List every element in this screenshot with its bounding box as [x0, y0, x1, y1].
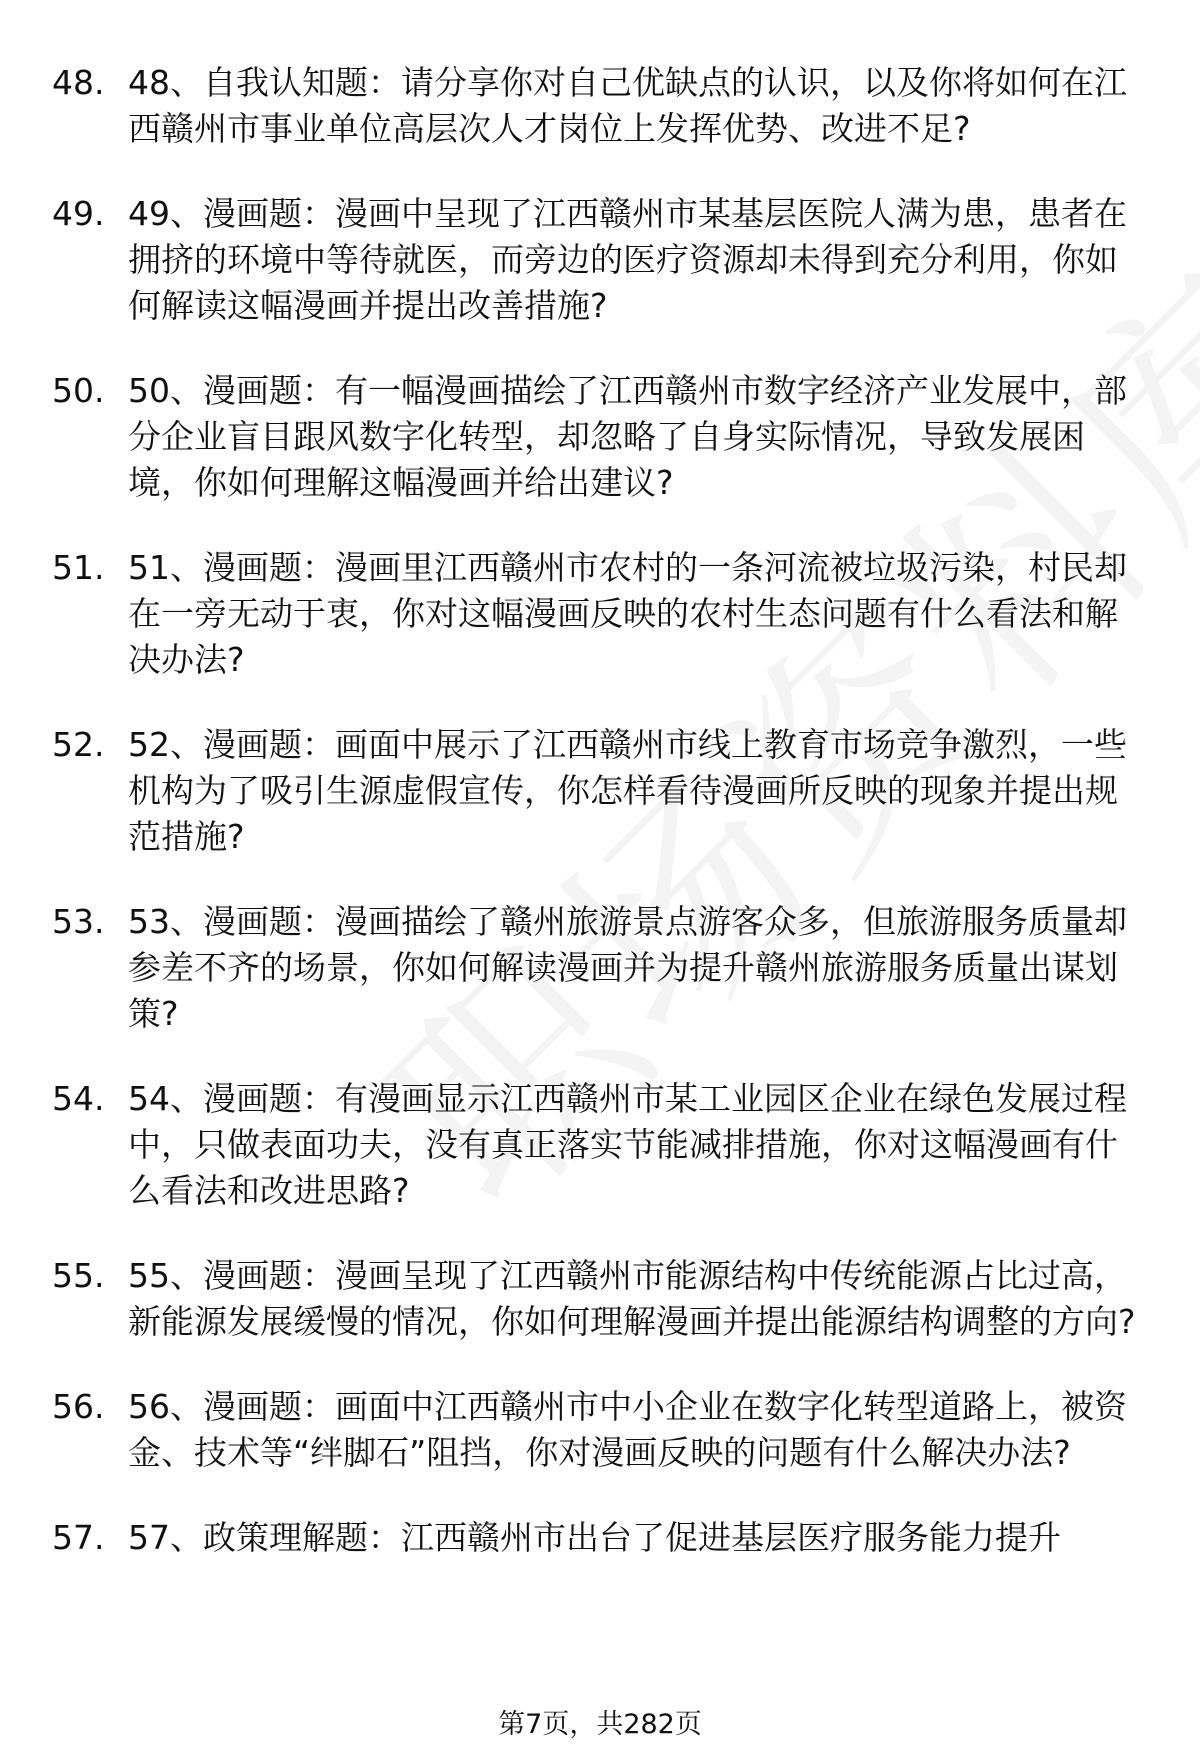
list-item	[0, 1253, 1200, 1345]
item-number: 51.	[52, 548, 105, 587]
item-text: 48、自我认知题：请分享你对自己优缺点的认识，以及你将如何在江西赣州市事业单位高层次人才岗位上发挥优势、改进不足?	[128, 63, 1127, 148]
list-item	[0, 1515, 1200, 1561]
list-item	[0, 545, 1200, 683]
item-text: 51、漫画题：漫画里江西赣州市农村的一条河流被垃圾污染，村民却在一旁无动于衷，你对这幅漫画反映的农村生态问题有什么看法和解决办法?	[128, 548, 1127, 679]
item-number: 55.	[52, 1256, 105, 1295]
item-number: 54.	[52, 1079, 105, 1118]
item-text: 54、漫画题：有漫画显示江西赣州市某工业园区企业在绿色发展过程中，只做表面功夫，没有真正落实节能减排措施，你对这幅漫画有什么看法和改进思路?	[128, 1079, 1127, 1210]
question-list	[0, 60, 1200, 1600]
list-item	[0, 191, 1200, 329]
item-number: 48.	[52, 63, 105, 102]
item-text: 55、漫画题：漫画呈现了江西赣州市能源结构中传统能源占比过高，新能源发展缓慢的情况，你如何理解漫画并提出能源结构调整的方向?	[128, 1256, 1136, 1341]
item-text: 57、政策理解题：江西赣州市出台了促进基层医疗服务能力提升	[128, 1518, 1061, 1557]
list-item	[0, 368, 1200, 506]
item-text: 52、漫画题：画面中展示了江西赣州市线上教育市场竞争激烈，一些机构为了吸引生源虚假宣传，你怎样看待漫画所反映的现象并提出规范措施?	[128, 725, 1127, 856]
list-item	[0, 899, 1200, 1037]
item-text: 49、漫画题：漫画中呈现了江西赣州市某基层医院人满为患，患者在拥挤的环境中等待就医，而旁边的医疗资源却未得到充分利用，你如何解读这幅漫画并提出改善措施?	[128, 194, 1127, 325]
item-number: 50.	[52, 371, 105, 410]
item-number: 52.	[52, 725, 105, 764]
list-item	[0, 1076, 1200, 1214]
item-number: 57.	[52, 1518, 105, 1557]
page-number: 第7页，共282页	[498, 1709, 702, 1740]
list-item	[0, 60, 1200, 152]
item-number: 53.	[52, 902, 105, 941]
list-item	[0, 1384, 1200, 1476]
item-text: 53、漫画题：漫画描绘了赣州旅游景点游客众多，但旅游服务质量却参差不齐的场景，你如何解读漫画并为提升赣州旅游服务质量出谋划策?	[128, 902, 1127, 1033]
item-text: 56、漫画题：画面中江西赣州市中小企业在数字化转型道路上，被资金、技术等“绊脚石”阻挡，你对漫画反映的问题有什么解决办法?	[128, 1387, 1127, 1472]
item-number: 49.	[52, 194, 105, 233]
list-item	[0, 722, 1200, 860]
item-number: 56.	[52, 1387, 105, 1426]
item-text: 50、漫画题：有一幅漫画描绘了江西赣州市数字经济产业发展中，部分企业盲目跟风数字化转型，却忽略了自身实际情况，导致发展困境，你如何理解这幅漫画并给出建议?	[128, 371, 1127, 502]
